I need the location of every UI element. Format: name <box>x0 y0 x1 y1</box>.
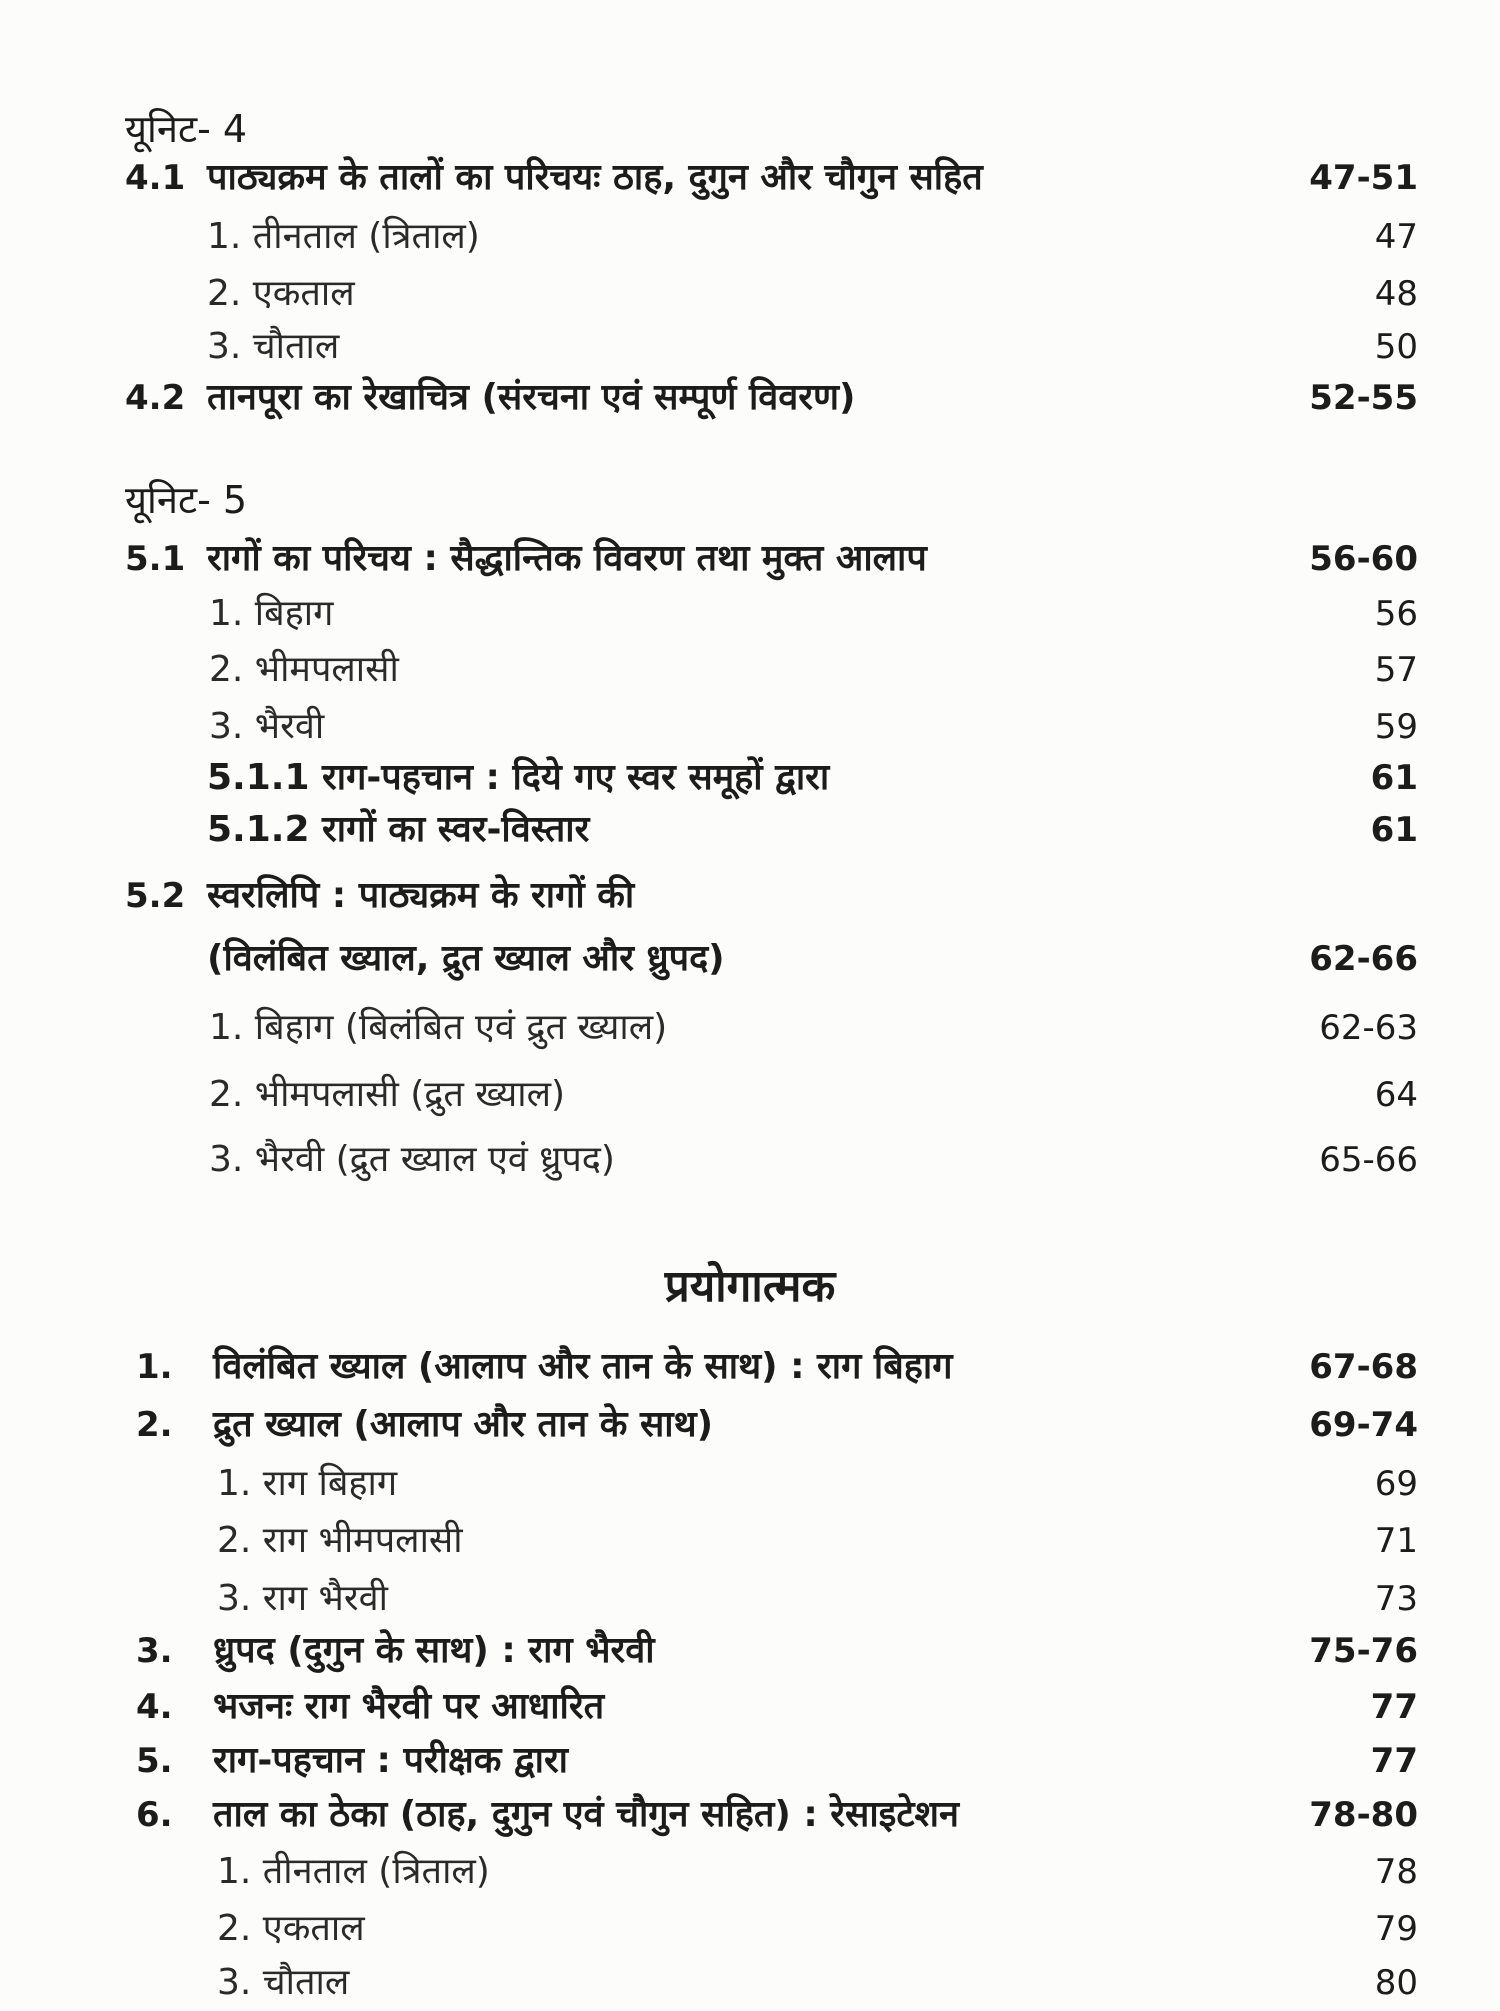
entry-pages: 57 <box>1374 650 1418 690</box>
entry-title: 3. भैरवी (द्रुत ख्याल एवं ध्रुपद) <box>209 1139 615 1180</box>
entry-title: 3. चौताल <box>217 1962 350 2003</box>
toc-entry <box>0 1679 1500 1735</box>
toc-entry <box>0 1456 1500 1512</box>
entry-pages: 78 <box>1374 1852 1418 1892</box>
entry-title: (विलंबित ख्याल, द्रुत ख्याल और ध्रुपद) <box>207 938 725 979</box>
entry-pages: 80 <box>1374 1963 1418 2003</box>
toc-entry <box>0 1513 1500 1569</box>
entry-title: 2. एकताल <box>217 1908 365 1949</box>
entry-title: ध्रुपद (दुगुन के साथ) : राग भैरवी <box>213 1630 655 1671</box>
entry-title: भजनः राग भैरवी पर आधारित <box>213 1686 605 1727</box>
entry-title: 5.1.2 रागों का स्वर-विस्तार <box>207 809 590 850</box>
entry-pages: 77 <box>1370 1687 1418 1727</box>
entry-title: 2. भीमपलासी (द्रुत ख्याल) <box>209 1074 566 1115</box>
toc-entry <box>0 931 1500 987</box>
entry-title: 1. बिहाग <box>209 593 334 634</box>
entry-title: ताल का ठेका (ठाह, दुगुन एवं चौगुन सहित) : रेसाइटेशन <box>213 1794 959 1835</box>
entry-number: 3. <box>136 1631 173 1671</box>
entry-number: 6. <box>136 1795 173 1835</box>
entry-pages: 48 <box>1374 274 1418 314</box>
entry-title: 2. भीमपलासी <box>209 649 399 690</box>
entry-pages: 62-63 <box>1319 1008 1418 1048</box>
toc-entry <box>0 370 1500 426</box>
toc-entry <box>0 1623 1500 1679</box>
toc-entry <box>0 209 1500 265</box>
entry-pages: 69 <box>1374 1464 1418 1504</box>
entry-pages: 71 <box>1374 1521 1418 1561</box>
entry-number: 1. <box>136 1347 173 1387</box>
entry-pages: 79 <box>1374 1909 1418 1949</box>
entry-pages: 75-76 <box>1309 1631 1418 1671</box>
entry-pages: 47-51 <box>1309 158 1418 198</box>
entry-pages: 64 <box>1374 1075 1418 1115</box>
entry-pages: 56 <box>1374 594 1418 634</box>
toc-entry <box>0 1733 1500 1789</box>
entry-number: 4.1 <box>125 158 186 198</box>
entry-title: द्रुत ख्याल (आलाप और तान के साथ) <box>213 1404 714 1445</box>
toc-entry <box>0 1397 1500 1453</box>
entry-number: 5. <box>136 1741 173 1781</box>
toc-entry <box>0 531 1500 587</box>
entry-title: स्वरलिपि : पाठ्यक्रम के रागों की <box>207 875 635 916</box>
entry-pages: 59 <box>1374 707 1418 747</box>
toc-entry <box>0 1132 1500 1188</box>
entry-number: 4. <box>136 1687 173 1727</box>
entry-title: 5.1.1 राग-पहचान : दिये गए स्वर समूहों द्वारा <box>207 757 830 798</box>
toc-entry <box>0 1955 1500 2011</box>
unit4-heading: यूनिट- 4 <box>125 107 248 151</box>
entry-title: रागों का परिचय : सैद्धान्तिक विवरण तथा मुक्त आलाप <box>207 538 927 579</box>
entry-title: 3. चौताल <box>207 326 340 367</box>
entry-pages: 50 <box>1374 327 1418 367</box>
toc-entry <box>0 1787 1500 1843</box>
toc-entry <box>0 319 1500 375</box>
entry-pages: 73 <box>1374 1579 1418 1619</box>
entry-pages: 52-55 <box>1309 378 1418 418</box>
toc-entry <box>0 586 1500 642</box>
entry-title: 3. भैरवी <box>209 706 325 747</box>
toc-entry <box>0 802 1500 858</box>
entry-pages: 47 <box>1374 217 1418 257</box>
entry-pages: 69-74 <box>1309 1405 1418 1445</box>
entry-pages: 62-66 <box>1309 939 1418 979</box>
entry-pages: 78-80 <box>1309 1795 1418 1835</box>
toc-entry <box>0 1571 1500 1627</box>
entry-title: 1. तीनताल (त्रिताल) <box>207 216 480 257</box>
entry-title: 2. एकताल <box>207 273 355 314</box>
toc-entry <box>0 868 1500 924</box>
toc-entry <box>0 642 1500 698</box>
entry-pages: 65-66 <box>1319 1140 1418 1180</box>
unit5-heading: यूनिट- 5 <box>125 478 248 522</box>
entry-number: 5.2 <box>125 876 186 916</box>
toc-entry <box>0 1000 1500 1056</box>
entry-pages: 61 <box>1370 758 1418 798</box>
entry-title: 2. राग भीमपलासी <box>217 1520 463 1561</box>
entry-pages: 61 <box>1370 810 1418 850</box>
toc-entry <box>0 1339 1500 1395</box>
entry-number: 2. <box>136 1405 173 1445</box>
toc-entry <box>0 150 1500 206</box>
entry-pages: 77 <box>1370 1741 1418 1781</box>
entry-title: 1. बिहाग (बिलंबित एवं द्रुत ख्याल) <box>209 1007 668 1048</box>
entry-title: पाठ्यक्रम के तालों का परिचयः ठाह, दुगुन और चौगुन सहित <box>207 157 983 198</box>
entry-title: 3. राग भैरवी <box>217 1578 388 1619</box>
entry-pages: 67-68 <box>1309 1347 1418 1387</box>
entry-title: तानपूरा का रेखाचित्र (संरचना एवं सम्पूर्ण विवरण) <box>207 377 856 418</box>
toc-entry <box>0 1844 1500 1900</box>
entry-pages: 56-60 <box>1309 539 1418 579</box>
entry-title: 1. राग बिहाग <box>217 1463 398 1504</box>
entry-number: 4.2 <box>125 378 186 418</box>
toc-entry <box>0 750 1500 806</box>
toc-entry <box>0 699 1500 755</box>
toc-entry <box>0 1901 1500 1957</box>
entry-number: 5.1 <box>125 539 186 579</box>
entry-title: विलंबित ख्याल (आलाप और तान के साथ) : राग बिहाग <box>213 1346 953 1387</box>
entry-title: राग-पहचान : परीक्षक द्वारा <box>213 1740 569 1781</box>
toc-entry <box>0 266 1500 322</box>
practical-heading: प्रयोगात्मक <box>664 1261 836 1312</box>
entry-title: 1. तीनताल (त्रिताल) <box>217 1851 490 1892</box>
toc-entry <box>0 1067 1500 1123</box>
